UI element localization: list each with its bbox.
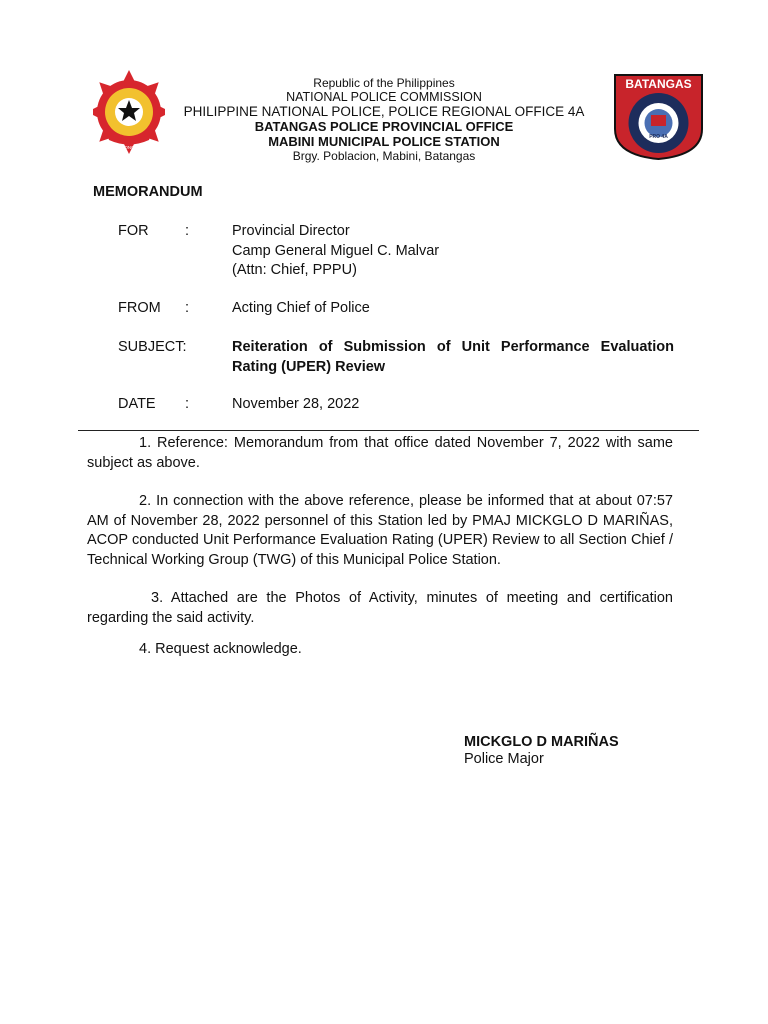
signatory-name: MICKGLO D MARIÑAS [464,734,619,750]
from-colon: : [185,300,190,316]
date-colon: : [185,396,190,412]
header-provincial-office: BATANGAS POLICE PROVINCIAL OFFICE [254,119,514,134]
paragraph-4: 4. Request acknowledge. [139,641,302,657]
header-commission: NATIONAL POLICE COMMISSION [286,90,482,104]
subject-value: Reiteration of Submission of Unit Performance Evaluation Rating (UPER) Review [232,339,674,375]
paragraph-2: 2. In connection with the above reference, please be informed that at about 07:57 AM of November 28, 2022 personnel of this Station led by PMAJ MICKGLO D MARIÑAS, ACOP conducted Unit Performance Evaluation Rating (UPER) Review to all Section Chief / Technical Working Group (TWG) of this Municipal Police Station. [87,493,673,568]
signatory-rank: Police Major [464,751,544,767]
paragraph-1: 1. Reference: Memorandum from that office dated November 7, 2022 with same subject as above. [87,435,673,471]
for-line: (Attn: Chief, PPPU) [232,262,357,278]
badge-inner-text: PRO 4A [649,134,668,140]
header-address: Brgy. Poblacion, Mabini, Batangas [292,149,476,163]
header-station: MABINI MUNICIPAL POLICE STATION [268,134,500,149]
for-line: Provincial Director [232,223,350,239]
header-regional-office: PHILIPPINE NATIONAL POLICE, POLICE REGIONAL OFFICE 4A [183,104,585,119]
for-label: FOR [118,223,149,239]
for-value [232,222,439,281]
header-republic: Republic of the Philippines [313,76,455,90]
memo-title: MEMORANDUM [93,184,203,200]
from-label: FROM [118,300,161,316]
from-value: Acting Chief of Police [232,300,370,316]
header-divider [78,430,699,431]
for-colon: : [185,223,190,239]
subject-label: SUBJECT: [118,339,187,355]
date-label: DATE [118,396,156,412]
pnp-seal-ribbon-text: SERVICE HONOR JUSTICE [100,145,158,150]
paragraph-3: 3. Attached are the Photos of Activity, minutes of meeting and certification regarding the said activity. [87,590,673,626]
date-value: November 28, 2022 [232,396,360,412]
badge-top-text: BATANGAS [625,77,692,91]
for-line: Camp General Miguel C. Malvar [232,242,440,259]
